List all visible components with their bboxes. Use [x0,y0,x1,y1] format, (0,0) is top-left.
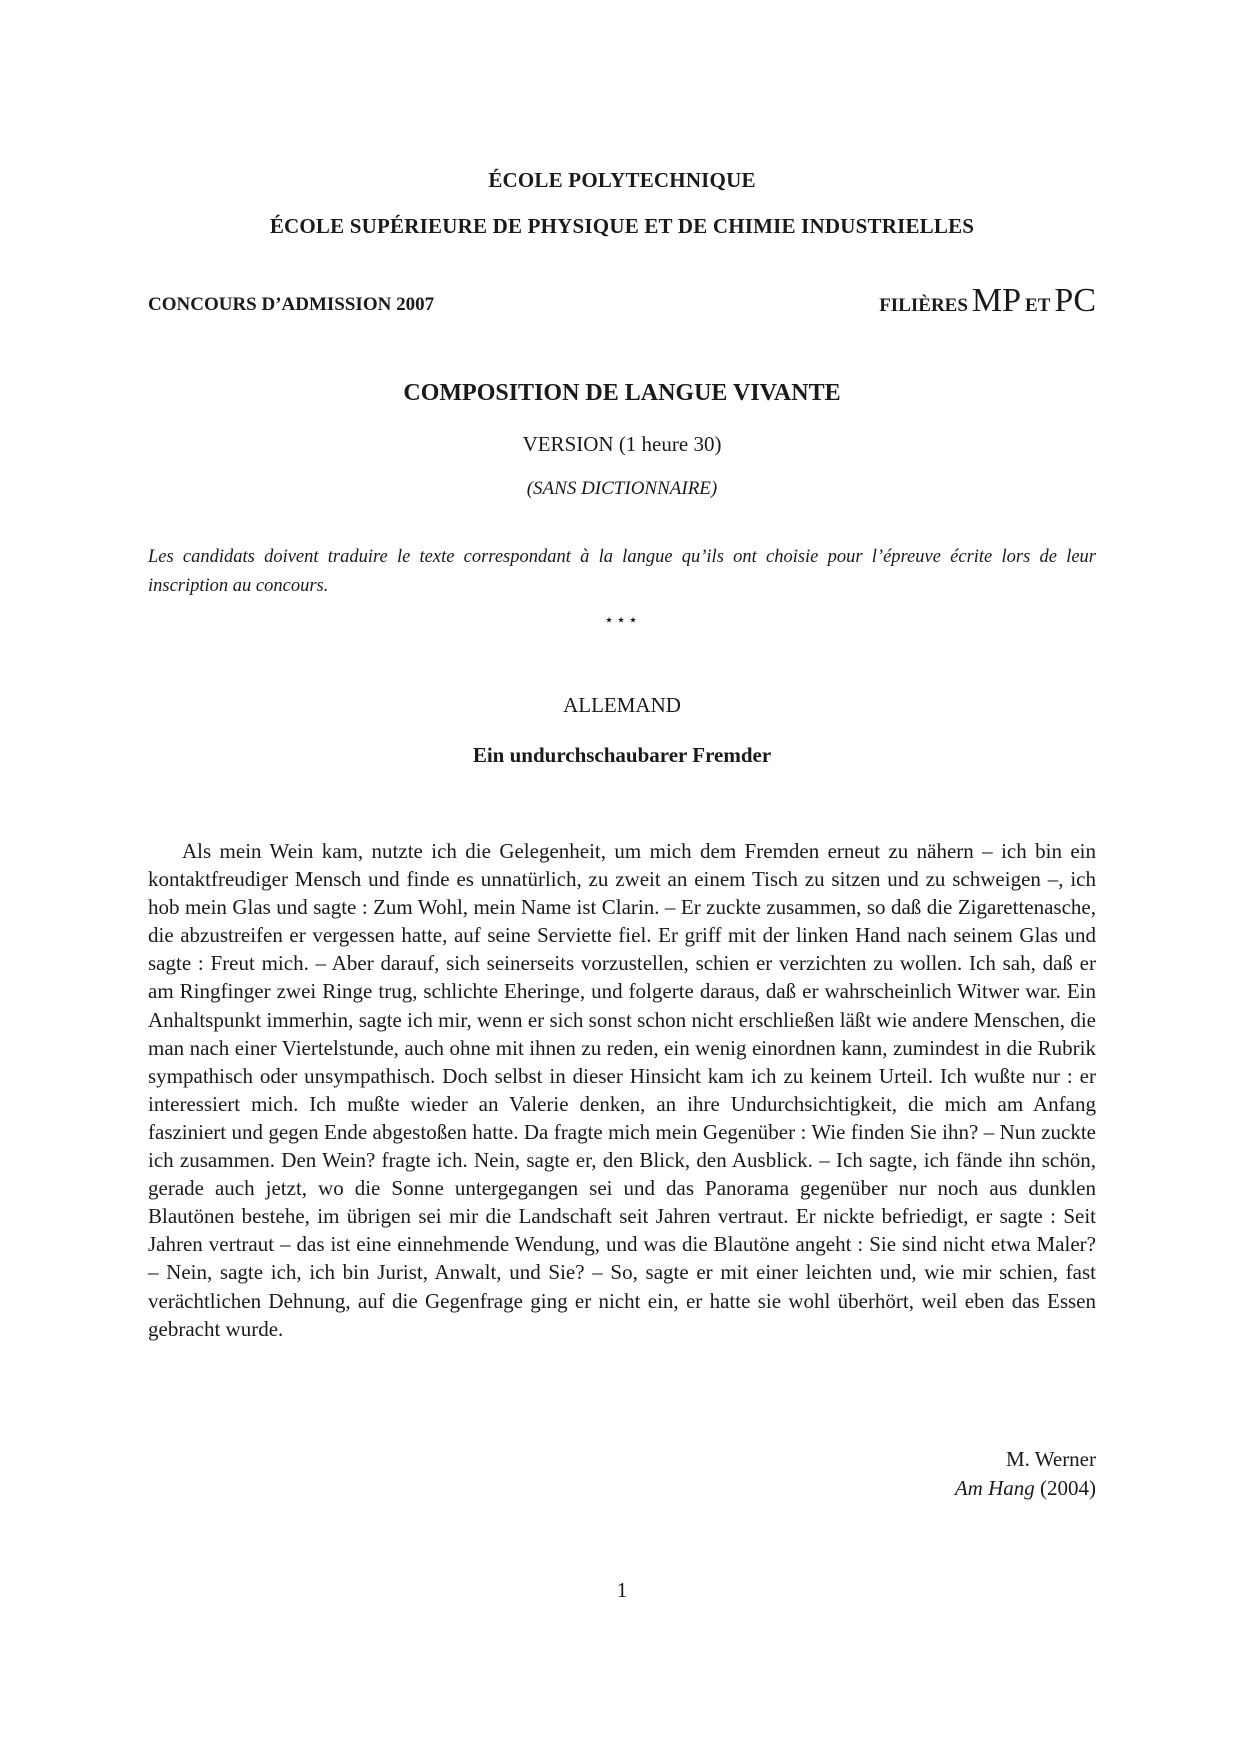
work-year: (2004) [1040,1476,1096,1500]
filiere-pc: PC [1054,282,1096,319]
page-number: 1 [616,1578,628,1602]
text-title: Ein undurchschaubarer Fremder [472,743,772,767]
filieres-connector: ET [1025,295,1051,316]
version-duration: VERSION (1 heure 30) [522,432,722,456]
author-name: M. Werner [1005,1447,1096,1471]
concours-label: CONCOURS D’ADMISSION 2007 [148,294,435,315]
language-heading: ALLEMAND [563,693,681,717]
work-citation [955,1474,1096,1503]
section-separator: ⋆⋆⋆ [603,610,641,629]
school-name-secondary: ÉCOLE SUPÉRIEURE DE PHYSIQUE ET DE CHIMIE INDUSTRIELLES [269,214,975,238]
filiere-mp: MP [971,282,1022,319]
filieres-line [879,282,1096,320]
dictionary-note: (SANS DICTIONNAIRE) [526,478,718,499]
school-name-primary: ÉCOLE POLYTECHNIQUE [488,168,756,192]
text-body: Als mein Wein kam, nutzte ich die Gelegenheit, um mich dem Fremden erneut zu nähern – ich bin ein kontaktfreudiger Mensch und finde es unnatürlich, zu zweit an einem Tisch zu sitzen und zu schweigen –, ich hob mein Glas und sagte : Zum Wohl, mein Name ist Clarin. – Er zuckte zusammen, so daß die Zigarettenasche, die abzustreifen er vergessen hatte, auf seine Serviette fiel. Er griff mit der linken Hand nach seinem Glas und sagte : Freut mich. – Aber darauf, sich seinerseits vorzustellen, schien er verzichten zu wollen. Ich sah, daß er am Ringfinger zwei Ringe trug, schlichte Eheringe, und folgerte daraus, daß er wahrscheinlich Witwer war. Ein Anhaltspunkt immerhin, sagte ich mir, wenn er sich sonst schon nicht erschließen läßt wie andere Menschen, die man nach einer Viertelstunde, auch ohne mit ihnen zu reden, ein wenig einordnen kann, zumindest in die Rubrik sympathisch oder unsympathisch. Doch selbst in dieser Hinsicht kam ich zu keinem Urteil. Ich wußte nur : er interessiert mich. Ich mußte wieder an Valerie denken, an ihre Undurchsichtigkeit, die mich am Anfang fasziniert und gegen Ende abgestoßen hatte. Da fragte mich mein Gegenüber : Wie finden Sie ihn? – Nun zuckte ich zusammen. Den Wein? fragte ich. Nein, sagte er, den Blick, den Ausblick. – Ich sagte, ich fände ihn schön, gerade auch jetzt, wo die Sonne untergegangen sei und das Panorama gegenüber nur noch aus dunklen Blautönen bestehe, im übrigen sei mir die Landschaft seit Jahren vertraut. Er nickte befriedigt, er sagte : Seit Jahren vertraut – das ist eine einnehmende Wendung, und was die Blautöne angeht : Sie sind nicht etwa Maler? – Nein, sagte ich, ich bin Jurist, Anwalt, und Sie? – So, sagte er mit einer leichten und, wie mir schien, fast verächtlichen Dehnung, auf die Gegenfrage ging er nicht ein, er hatte sie wohl überhört, weil eben das Essen gebracht wurde. [148,839,1096,1341]
candidate-instructions: Les candidats doivent traduire le texte correspondant à la langue qu’ils ont choisie pour l’épreuve écrite lors de leur inscription au concours. [148,547,1096,596]
filieres-label: FILIÈRES [879,295,968,316]
work-title: Am Hang [954,1476,1035,1500]
text-source [955,1445,1096,1503]
composition-title: COMPOSITION DE LANGUE VIVANTE [403,380,841,406]
exam-page [148,0,1096,1754]
